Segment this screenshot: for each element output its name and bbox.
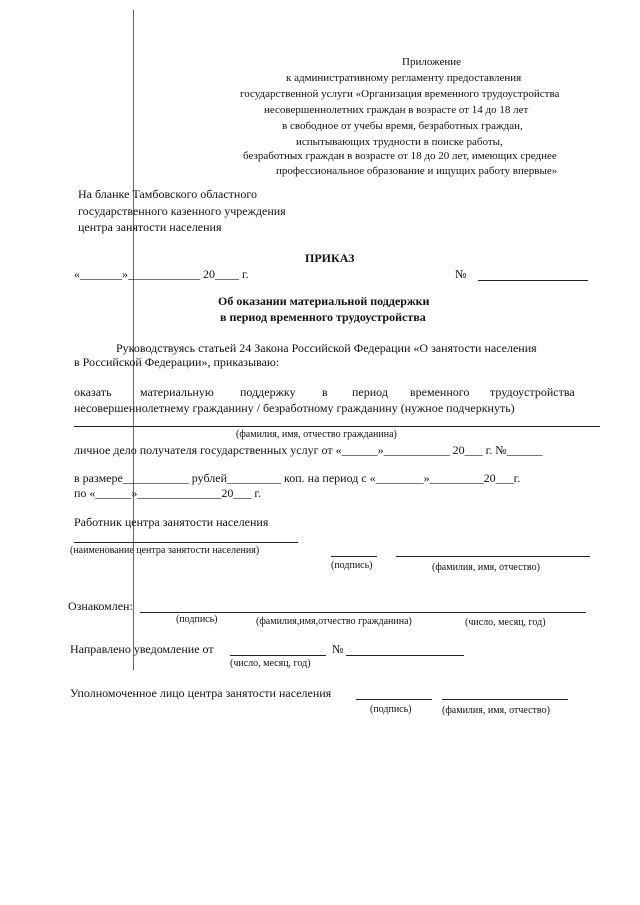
- worker-fio-caption: (фамилия, имя, отчество): [432, 562, 540, 573]
- worker-sign-caption: (подпись): [331, 560, 373, 571]
- order-number-blank: [478, 280, 588, 281]
- official-sign-blank: [356, 699, 432, 700]
- appendix-line-8: профессиональное образование и ищущих работу впервые»: [276, 165, 558, 177]
- worker-sign-blank: [331, 556, 377, 557]
- center-name-blank: [74, 542, 298, 543]
- body-word-1: оказать: [74, 385, 112, 399]
- amount-line: в размере___________ рублей_________ коп. на период с «________»_________20___г.: [74, 471, 521, 485]
- body-line-2: несовершеннолетнему гражданину / безработному гражданину (нужное подчеркнуть): [74, 401, 515, 415]
- letterhead-line-2: государственного казенного учреждения: [78, 204, 286, 218]
- appendix-line-5: в свободное от учебы время, безработных граждан,: [282, 120, 523, 132]
- acquainted-blank: [140, 612, 586, 613]
- order-subject-line-2: в период временного трудоустройства: [220, 310, 426, 324]
- until-line: по «______»______________20___ г.: [74, 486, 261, 500]
- basis-line-1: Руководствуясь статьей 24 Закона Российской Федерации «О занятости населения: [116, 341, 537, 355]
- body-word-3: поддержку: [240, 385, 296, 399]
- appendix-line-1: Приложение: [402, 56, 462, 68]
- body-word-7: трудоустройства: [490, 385, 575, 399]
- order-subject-line-1: Об оказании материальной поддержки: [218, 294, 430, 308]
- order-date-line: «_______»____________ 20____ г.: [74, 267, 249, 281]
- case-line: личное дело получателя государственных услуг от «______»___________ 20___ г. №______: [74, 443, 543, 457]
- notice-number-label: №: [332, 642, 344, 656]
- letterhead-line-1: На бланке Тамбовского областного: [78, 187, 257, 201]
- basis-line-2: в Российской Федерации», приказываю:: [74, 355, 280, 369]
- body-word-5: период: [352, 385, 388, 399]
- order-number-label: №: [455, 267, 467, 281]
- notice-date-caption: (число, месяц, год): [230, 658, 311, 669]
- letterhead-line-3: центра занятости населения: [78, 220, 222, 234]
- official-label: Уполномоченное лицо центра занятости населения: [70, 686, 332, 700]
- margin-fold-line: [133, 10, 134, 670]
- worker-label: Работник центра занятости населения: [74, 515, 269, 529]
- appendix-line-4: несовершеннолетних граждан в возрасте от 14 до 18 лет: [264, 104, 529, 116]
- appendix-line-7: безработных граждан в возрасте от 18 до 20 лет, имеющих среднее: [243, 150, 557, 162]
- body-word-4: в: [322, 385, 328, 399]
- official-fio-blank: [442, 699, 568, 700]
- order-title: ПРИКАЗ: [305, 251, 355, 265]
- acquainted-sign-caption: (подпись): [176, 614, 218, 625]
- notice-date-blank: [230, 655, 326, 656]
- notice-number-blank: [346, 655, 464, 656]
- worker-fio-blank: [396, 556, 590, 557]
- body-word-6: временного: [410, 385, 470, 399]
- appendix-line-2: к административному регламенту предоставления: [286, 72, 522, 84]
- citizen-name-blank: [74, 426, 600, 427]
- official-sign-caption: (подпись): [370, 704, 412, 715]
- appendix-line-3: государственной услуги «Организация временного трудоустройства: [240, 88, 560, 100]
- acquainted-fio-caption: (фамилия,имя,отчество гражданина): [256, 616, 412, 627]
- center-name-caption: (наименование центра занятости населения): [70, 545, 260, 556]
- notice-label: Направлено уведомление от: [70, 642, 214, 656]
- acquainted-label: Ознакомлен:: [68, 599, 133, 613]
- official-fio-caption: (фамилия, имя, отчество): [442, 705, 550, 716]
- body-word-2: материальную: [140, 385, 214, 399]
- acquainted-date-caption: (число, месяц, год): [465, 617, 546, 628]
- citizen-name-caption: (фамилия, имя, отчество гражданина): [236, 429, 397, 440]
- appendix-line-6: испытывающих трудности в поиске работы,: [296, 136, 503, 148]
